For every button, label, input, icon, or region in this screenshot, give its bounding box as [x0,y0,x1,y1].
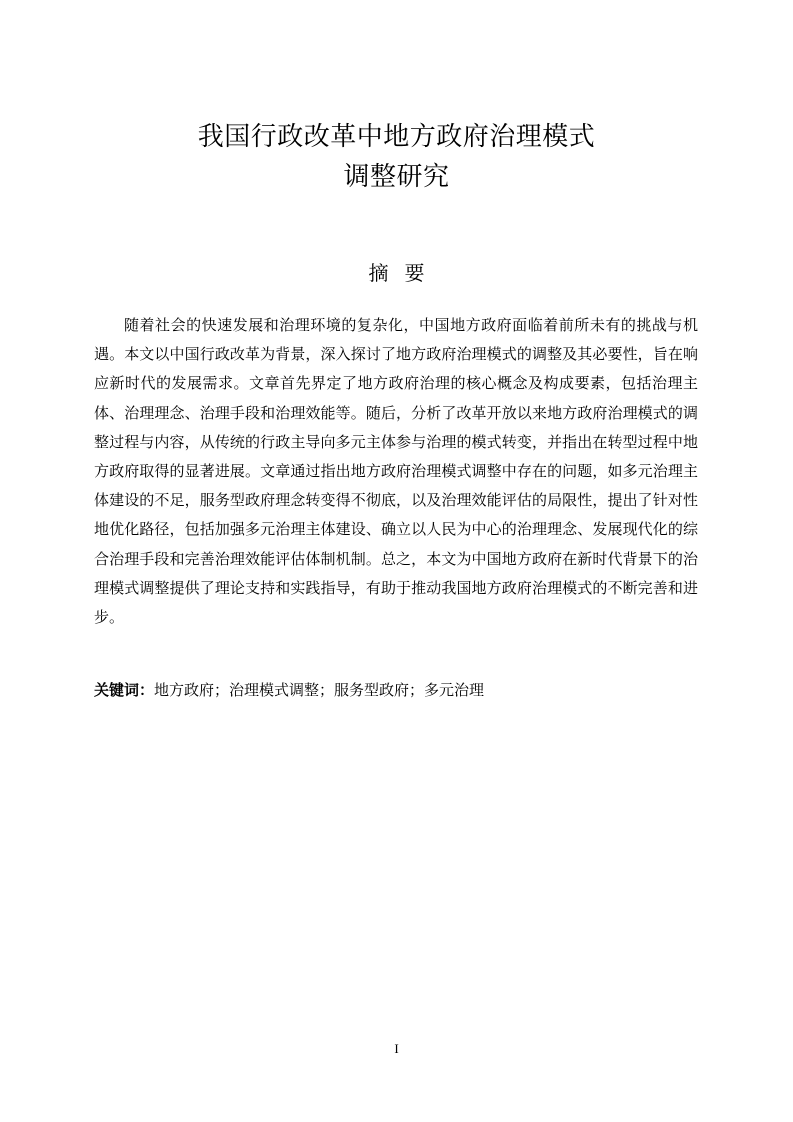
document-title-line-2: 调整研究 [343,162,450,192]
keywords-line [94,678,698,702]
abstract-body: 随着社会的快速发展和治理环境的复杂化，中国地方政府面临着前所未有的挑战与机遇。本文以中国行政改革为背景，深入探讨了地方政府治理模式的调整及其必要性，旨在响应新时代的发展需求。文章首先界定了地方政府治理的核心概念及构成要素，包括治理主体、治理理念、治理手段和治理效能等。随后，分析了改革开放以来地方政府治理模式的调整过程与内容，从传统的行政主导向多元主体参与治理的模式转变，并指出在转型过程中地方政府取得的显著进展。文章通过指出地方政府治理模式调整中存在的问题，如多元治理主体建设的不足，服务型政府理念转变得不彻底，以及治理效能评估的局限性，提出了针对性地优化路径，包括加强多元治理主体建设、确立以人民为中心的治理理念、发展现代化的综合治理手段和完善治理效能评估体制机制。总之，本文为中国地方政府在新时代背景下的治理模式调整提供了理论支持和实践指导，有助于推动我国地方政府治理模式的不断完善和进步。 [94,316,698,627]
abstract-heading: 摘要 [368,261,441,285]
document-title-line-1: 我国行政改革中地方政府治理模式 [197,122,596,152]
page-number: I [394,1041,399,1056]
keywords-text: 地方政府；治理模式调整；服务型政府；多元治理 [154,681,485,699]
keywords-label: 关键词： [94,681,155,699]
